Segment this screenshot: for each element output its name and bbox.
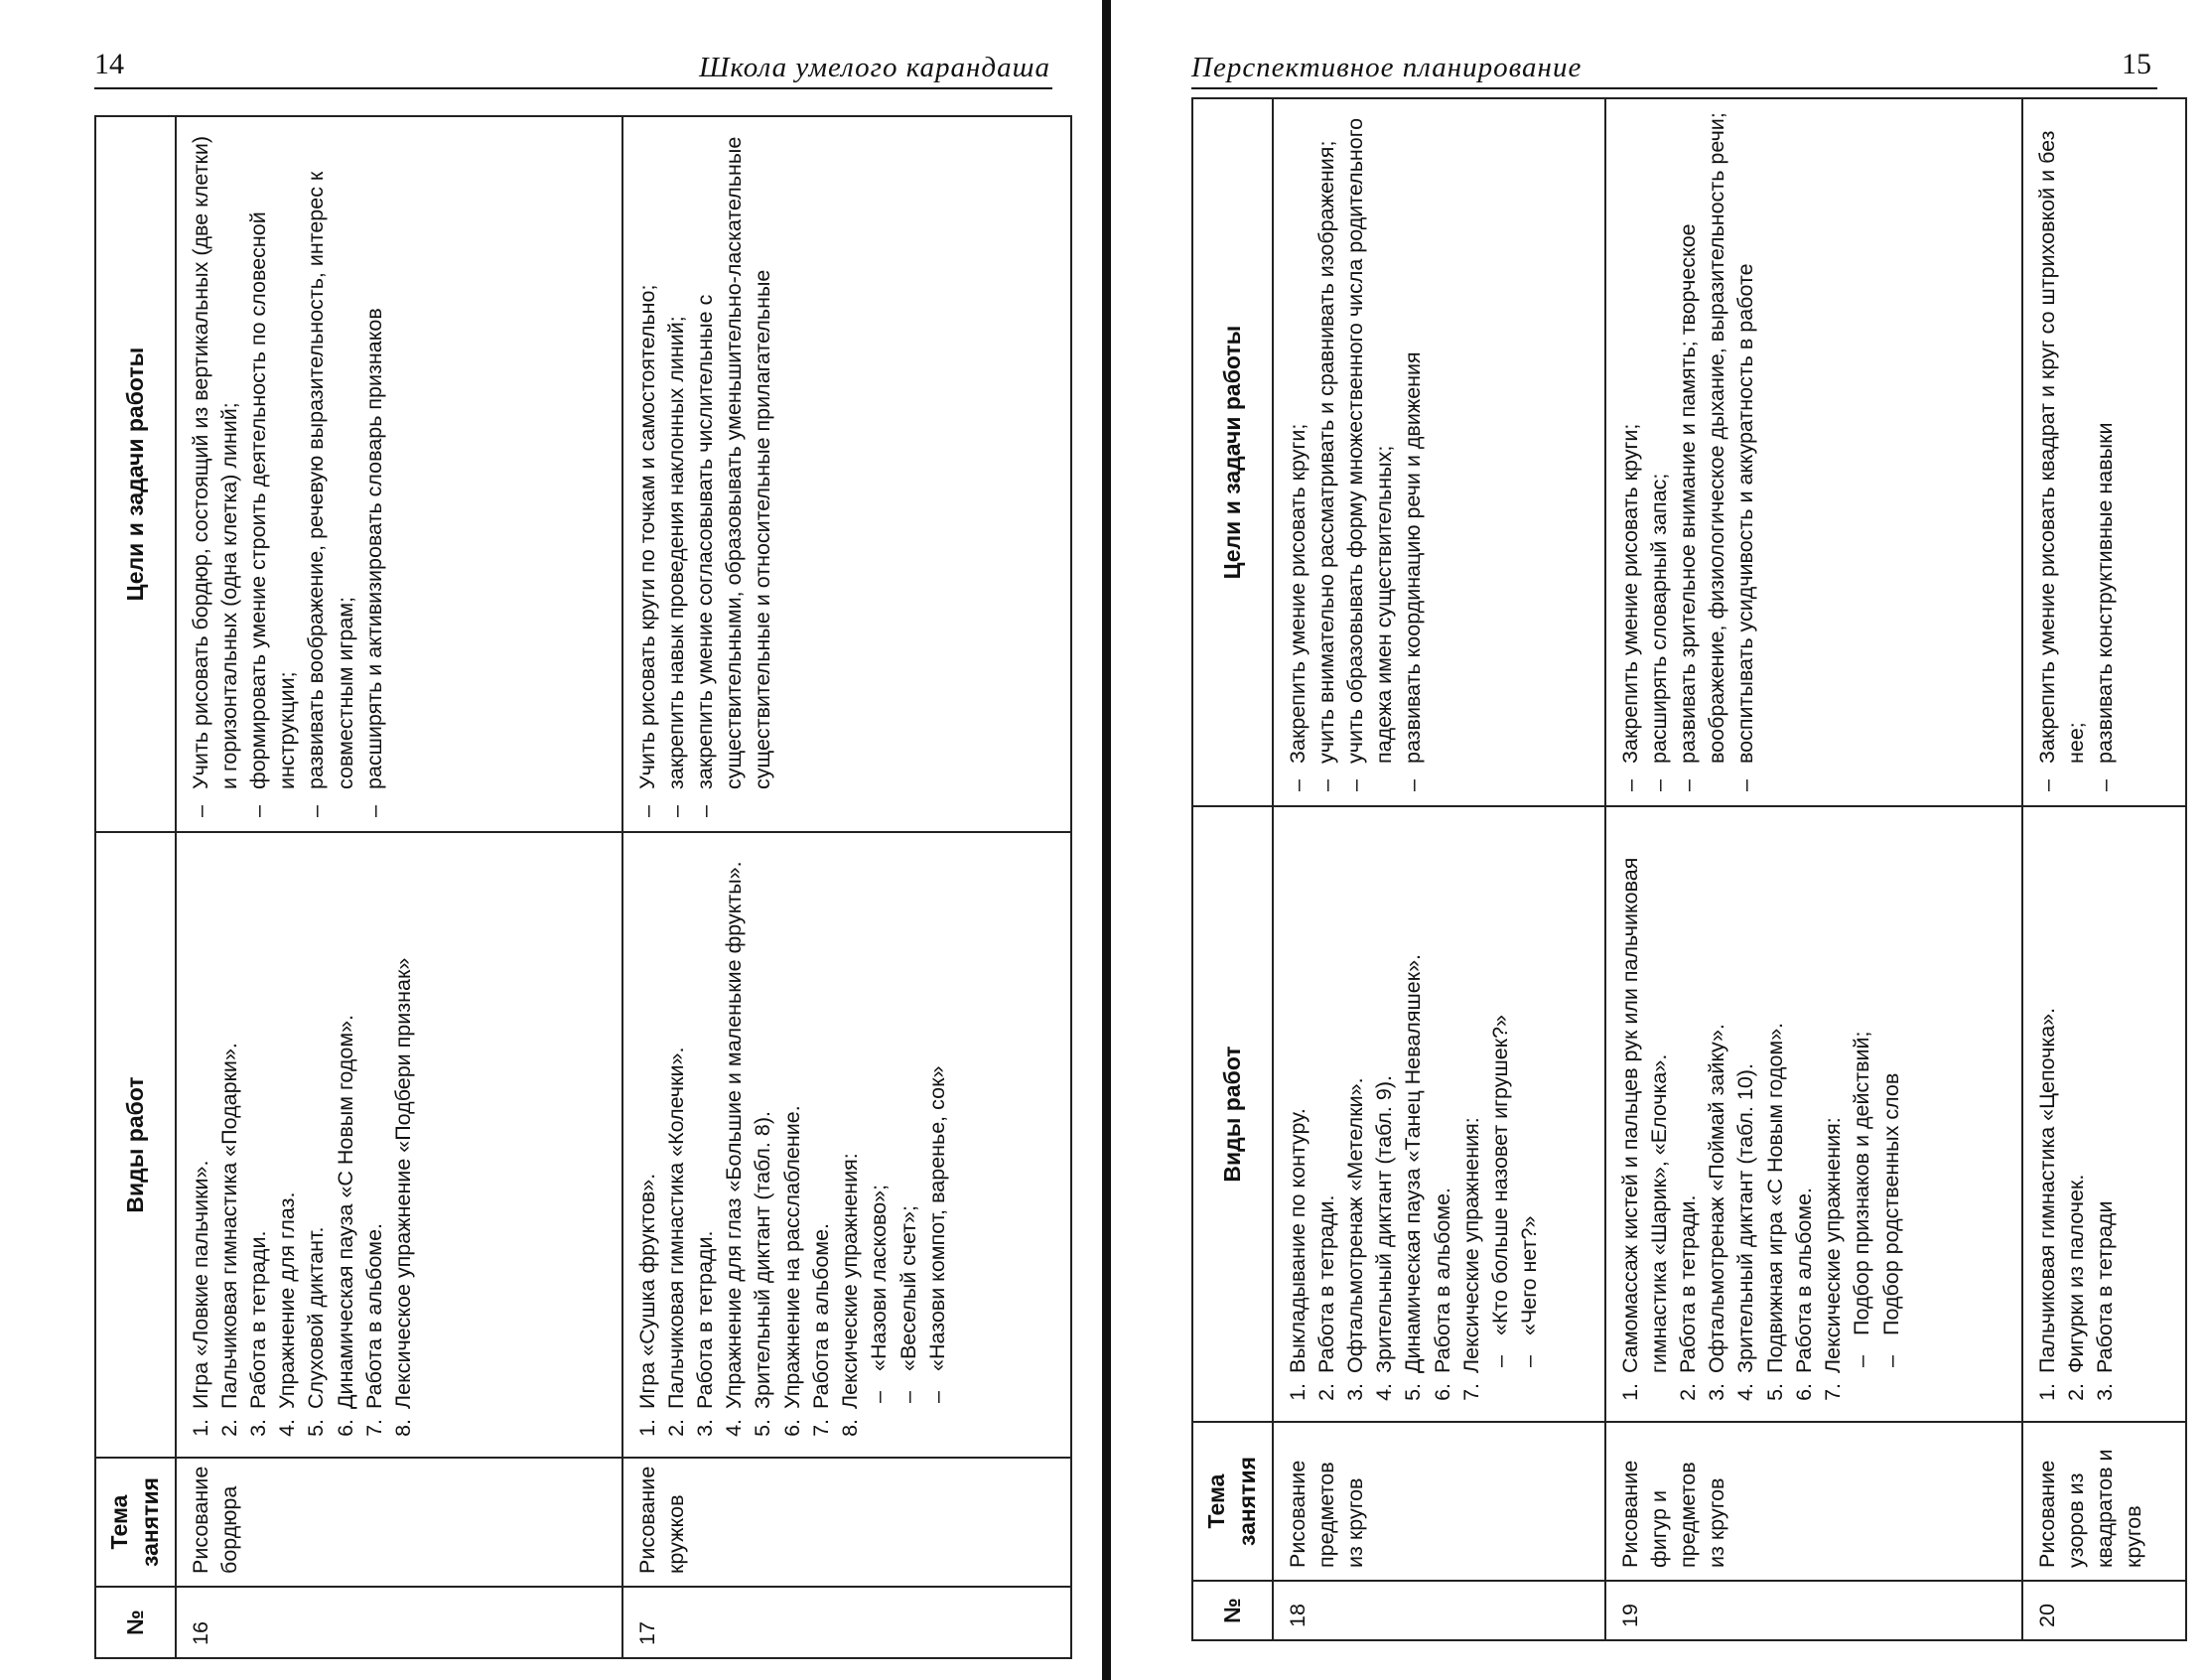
- goal-item: – расширять словарный запас;: [1645, 111, 1674, 764]
- activities-list: [633, 845, 953, 1445]
- activity-item: 1. Игра «Ловкие пальчики».: [187, 845, 215, 1413]
- activity-subitem: – «Веселый счет»;: [895, 845, 923, 1375]
- goal-item: – развивать конструктивные навыки: [2091, 111, 2120, 764]
- activity-item: 5. Подвижная игра «С Новым годом».: [1761, 819, 1790, 1377]
- activity-item: 3. Работа в тетради.: [691, 845, 720, 1413]
- activity-item: 2. Фигурки из палочек.: [2062, 819, 2091, 1377]
- activity-subitem: – «Чего нет?»: [1515, 819, 1544, 1339]
- goal-item: – учить образовывать форму множественного числа родительного падежа имен существительных;: [1341, 111, 1399, 764]
- activity-item: 5. Зрительный диктант (табл. 8).: [749, 845, 777, 1413]
- lesson-topic: Рисование бордюра: [176, 1458, 622, 1587]
- activities-list: [187, 845, 419, 1445]
- activity-item: 2. Работа в тетради.: [1312, 819, 1341, 1377]
- lesson-activities: [176, 832, 622, 1458]
- activity-item: 4. Зрительный диктант (табл. 10).: [1731, 819, 1760, 1377]
- book-spine: [1102, 0, 1111, 1680]
- goals-list: [1284, 111, 1429, 793]
- activity-item: 1. Выкладывание по контуру.: [1284, 819, 1312, 1377]
- lesson-goals: [2022, 98, 2186, 806]
- lesson-goals: [1605, 98, 2022, 806]
- activity-sublist: [865, 845, 952, 1409]
- lesson-activities: [1273, 806, 1605, 1422]
- activity-item: 6. Работа в альбоме.: [1429, 819, 1457, 1377]
- activity-subitem: – «Кто больше назовет игрушек?»: [1486, 819, 1515, 1339]
- activity-item: 6. Работа в альбоме.: [1790, 819, 1819, 1377]
- goal-item: – Учить рисовать бордюр, состоящий из вертикальных (две клетки) и горизонтальных (одна клетка) линий;: [187, 129, 244, 789]
- activities-list: [2033, 819, 2121, 1409]
- header-number: №: [1192, 1581, 1273, 1640]
- activity-item: 5. Динамическая пауза «Танец Неваляшек».: [1399, 819, 1428, 1377]
- running-title: Перспективное планирование: [1191, 52, 1583, 83]
- activity-item: 2. Работа в тетради.: [1674, 819, 1703, 1377]
- activity-item-text: Лексические упражнения:: [1821, 1117, 1846, 1373]
- header-activities: Виды работ: [1192, 806, 1273, 1422]
- table-row: [1273, 98, 1605, 1640]
- lesson-activities: [2022, 806, 2186, 1422]
- table-row: [2022, 98, 2186, 1640]
- goal-item: – Закрепить умение рисовать круги;: [1616, 111, 1645, 764]
- lesson-topic: Рисование предметов из кругов: [1273, 1422, 1605, 1581]
- activities-list: [1616, 819, 1906, 1409]
- right-page: [1117, 0, 2207, 1680]
- goal-item: – Учить рисовать круги по точкам и самостоятельно;: [633, 129, 662, 789]
- activity-item: 5. Слуховой диктант.: [302, 845, 331, 1413]
- header-topic: Тема занятия: [1192, 1422, 1273, 1581]
- goal-item: – закрепить умение согласовывать числительные с существительными, образовывать уменьшительно-ласкательные существительные и относительные прилагательные: [691, 129, 778, 789]
- activity-sublist: [1486, 819, 1544, 1373]
- right-table-frame: [1191, 99, 2169, 1641]
- goal-item: – развивать зрительное внимание и память; творческое воображение, физиологическое дыхание, выразительность речи;: [1674, 111, 1731, 764]
- activity-item: 3. Офтальмотренаж «Поймай зайку».: [1703, 819, 1731, 1377]
- activity-item: 8. Лексическое упражнение «Подбери признак»: [389, 845, 418, 1413]
- activity-item: 3. Работа в тетради: [2091, 819, 2120, 1377]
- goal-item: – расширять и активизировать словарь признаков: [360, 129, 389, 789]
- goal-item: – воспитывать усидчивость и аккуратность в работе: [1731, 111, 1760, 764]
- lesson-number: 16: [176, 1587, 622, 1658]
- goal-item: – учить внимательно рассматривать и сравнивать изображения;: [1312, 111, 1341, 764]
- activity-sublist: [1848, 819, 1905, 1373]
- running-title: Школа умелого карандаша: [699, 52, 1050, 83]
- lesson-activities: [622, 832, 1071, 1458]
- lesson-number: 18: [1273, 1581, 1605, 1640]
- activity-item: 4. Зрительный диктант (табл. 9).: [1370, 819, 1399, 1377]
- lesson-topic: Рисование узоров из квадратов и кругов: [2022, 1422, 2186, 1581]
- header-rule: [94, 87, 1052, 89]
- goal-item: – развивать воображение, речевую выразительность, интерес к совместным играм;: [302, 129, 359, 789]
- activity-item: 3. Работа в тетради.: [244, 845, 273, 1413]
- lesson-topic: Рисование фигур и предметов из кругов: [1605, 1422, 2022, 1581]
- left-table-frame: [94, 117, 1059, 1659]
- lesson-number: 17: [622, 1587, 1071, 1658]
- activity-item: [1819, 819, 1906, 1377]
- lesson-number: 19: [1605, 1581, 2022, 1640]
- lesson-plan-table: [94, 115, 1072, 1659]
- lesson-goals: [176, 116, 622, 832]
- activity-item: 7. Работа в альбоме.: [360, 845, 389, 1413]
- activity-item: 4. Упражнение для глаз «Большие и маленькие фрукты».: [720, 845, 749, 1413]
- page-number: 15: [2122, 48, 2151, 80]
- goals-list: [2033, 111, 2121, 793]
- left-page: [0, 0, 1097, 1680]
- activity-item: 4. Упражнение для глаз.: [273, 845, 302, 1413]
- goals-list: [633, 129, 778, 819]
- lesson-plan-table: [1191, 97, 2187, 1641]
- table-header-row: [1192, 98, 1273, 1640]
- activity-subitem: – «Назови компот, варенье, сок»: [923, 845, 952, 1375]
- activity-item: 6. Динамическая пауза «С Новым годом».: [332, 845, 360, 1413]
- table-row: [176, 116, 622, 1658]
- goal-item: – Закрепить умение рисовать круги;: [1284, 111, 1312, 764]
- goal-item: – закрепить навык проведения наклонных линий;: [662, 129, 691, 789]
- goal-item: – Закрепить умение рисовать квадрат и круг со штриховкой и без нее;: [2033, 111, 2091, 764]
- activity-item-text: Лексические упражнения:: [1458, 1117, 1483, 1373]
- activity-item: 3. Офтальмотренаж «Метелки».: [1341, 819, 1370, 1377]
- activity-item: 7. Работа в альбоме.: [807, 845, 836, 1413]
- activity-item: [836, 845, 952, 1413]
- goals-list: [187, 129, 390, 819]
- activity-subitem: – Подбор родственных слов: [1877, 819, 1906, 1339]
- page-number: 14: [94, 48, 124, 80]
- activity-item: 1. Игра «Сушка фруктов».: [633, 845, 662, 1413]
- goals-list: [1616, 111, 1761, 793]
- activity-item: 2. Пальчиковая гимнастика «Колечки».: [662, 845, 691, 1413]
- activity-item: [1457, 819, 1545, 1377]
- goal-item: – развивать координацию речи и движения: [1399, 111, 1428, 764]
- activities-list: [1284, 819, 1545, 1409]
- lesson-topic: Рисование кружков: [622, 1458, 1071, 1587]
- activity-item: 6. Упражнение на расслабление.: [778, 845, 807, 1413]
- header-goals: Цели и задачи работы: [95, 116, 176, 832]
- table-row: [622, 116, 1071, 1658]
- activity-item: 1. Самомассаж кистей и пальцев рук или пальчиковая гимнастика «Шарик», «Елочка».: [1616, 819, 1674, 1377]
- activity-item-text: Лексические упражнения:: [838, 1153, 863, 1409]
- right-running-head: [1191, 48, 2157, 89]
- activity-item: 1. Пальчиковая гимнастика «Цепочка».: [2033, 819, 2062, 1377]
- header-number: №: [95, 1587, 176, 1658]
- activity-item: 2. Пальчиковая гимнастика «Подарки».: [215, 845, 244, 1413]
- header-activities: Виды работ: [95, 832, 176, 1458]
- table-row: [1605, 98, 2022, 1640]
- left-running-head: [94, 48, 1052, 89]
- header-rule: [1191, 87, 2157, 89]
- lesson-goals: [622, 116, 1071, 832]
- lesson-goals: [1273, 98, 1605, 806]
- goal-item: – формировать умение строить деятельность по словесной инструкции;: [244, 129, 302, 789]
- activity-subitem: – «Назови ласково»;: [865, 845, 894, 1375]
- lesson-number: 20: [2022, 1581, 2186, 1640]
- header-goals: Цели и задачи работы: [1192, 98, 1273, 806]
- table-header-row: [95, 116, 176, 1658]
- activity-subitem: – Подбор признаков и действий;: [1848, 819, 1876, 1339]
- lesson-activities: [1605, 806, 2022, 1422]
- header-topic: Тема занятия: [95, 1458, 176, 1587]
